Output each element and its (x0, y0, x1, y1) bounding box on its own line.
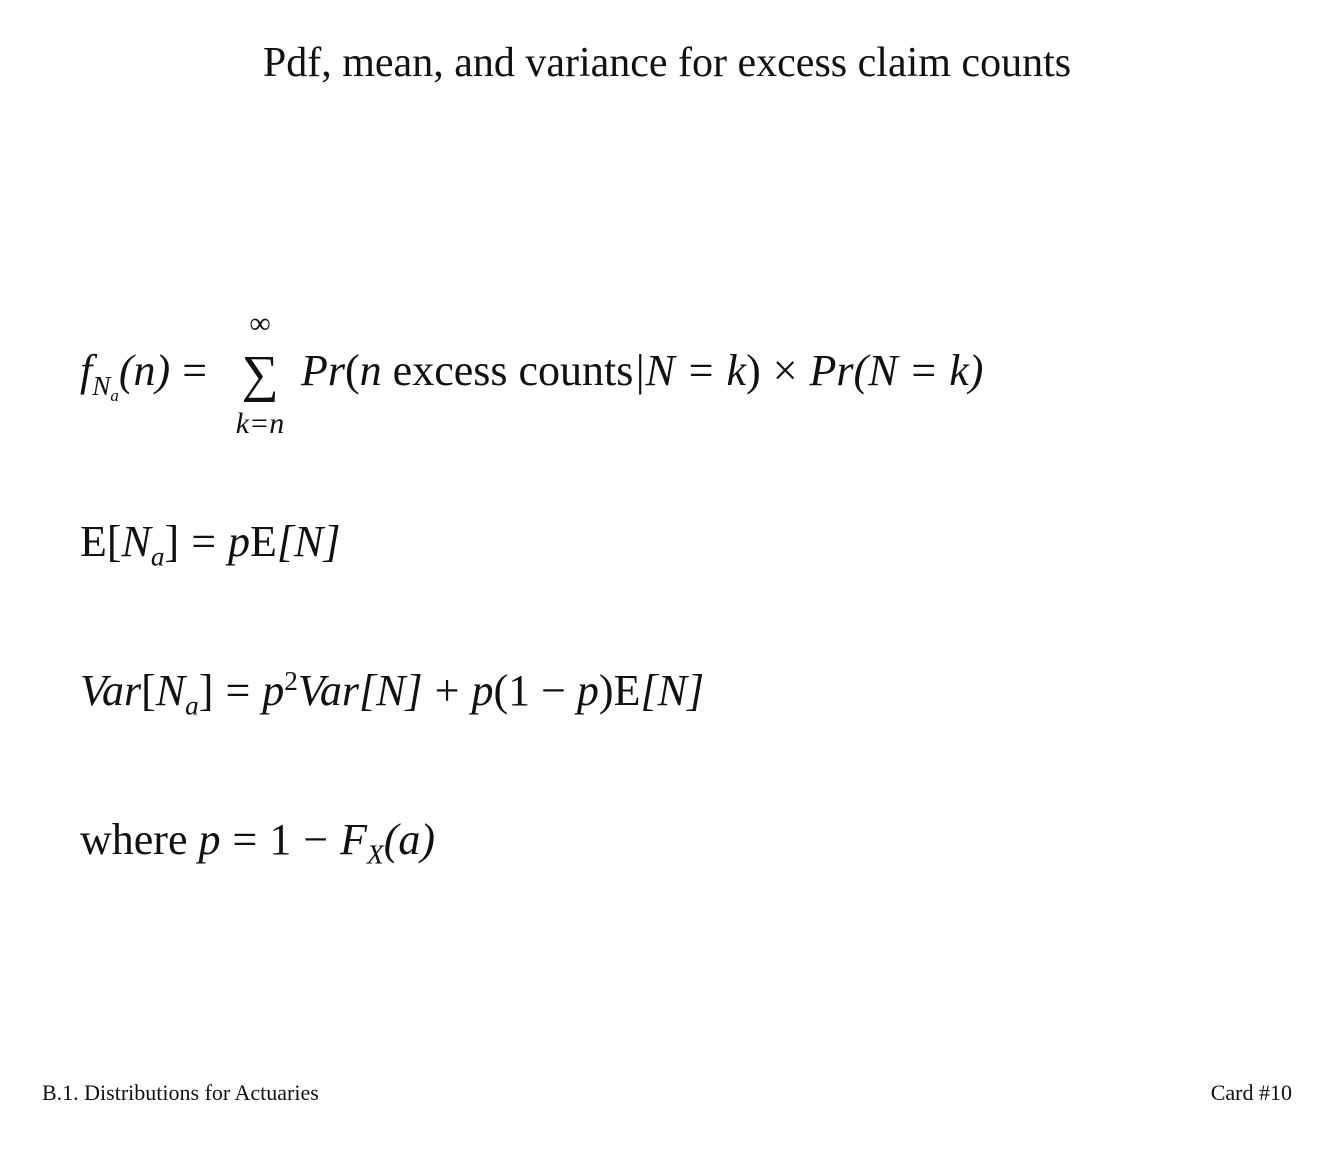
var-a-subscript: a (185, 690, 199, 721)
variance-formula (80, 663, 704, 719)
var-plus: + (434, 666, 460, 715)
var-square: 2 (284, 666, 298, 696)
pdf-argument: (n) (118, 346, 171, 395)
pdf-times: × (772, 346, 798, 395)
var-close: ) (598, 666, 614, 715)
mean-formula (80, 514, 341, 570)
summation (225, 306, 295, 440)
footer-section-label: B.1. Distributions for Actuaries (42, 1080, 319, 1105)
mean-E2: E (250, 517, 277, 566)
mean-E: E (80, 517, 107, 566)
var-E: E (613, 666, 641, 715)
var-N: N (155, 666, 186, 715)
card-title: Pdf, mean, and variance for excess claim counts (262, 40, 1072, 86)
pdf-text: excess counts (381, 346, 634, 395)
where-word: where (80, 815, 188, 864)
sigma-symbol: ∑ (241, 345, 279, 403)
mean-rhs: [N] (276, 517, 341, 566)
var-equals: = (225, 666, 251, 715)
where-X-subscript: X (367, 839, 384, 870)
var-p3: p (576, 666, 599, 715)
pdf-formula (80, 306, 984, 440)
pdf-pr-2: Pr (809, 346, 854, 395)
pdf-pr-2-arg: (N = k) (853, 346, 984, 395)
mean-equals: = (191, 517, 217, 566)
mean-a-subscript: a (150, 541, 165, 572)
mean-lbracket: [ (106, 517, 122, 566)
where-arg: (a) (383, 815, 436, 864)
where-minus: − (303, 815, 329, 864)
var-lbracket: [ (141, 666, 156, 715)
pdf-equals: = (182, 346, 208, 395)
var-rbracket: ] (198, 666, 214, 715)
var-N2: [N] (359, 666, 423, 715)
var-N3: [N] (640, 666, 705, 715)
sum-lower-limit: k=n (235, 406, 285, 440)
var-open: (1 − (493, 666, 577, 715)
var-Var2: Var (297, 666, 360, 715)
where-p: p (198, 815, 221, 864)
pdf-pr-1: Pr (301, 346, 346, 395)
var-p2: p (471, 666, 494, 715)
pdf-condition: |N = k (633, 346, 747, 395)
var-Var: Var (80, 666, 142, 715)
where-one: 1 (269, 815, 292, 864)
pdf-N-subscript: N (92, 370, 111, 401)
where-F: F (340, 815, 368, 864)
var-p: p (262, 666, 285, 715)
footer-card-number: Card #10 (1210, 1080, 1292, 1105)
sum-upper-limit: ∞ (249, 306, 271, 340)
where-equals: = (232, 815, 258, 864)
pdf-open-paren: ( (345, 346, 360, 395)
mean-N: N (121, 517, 151, 566)
mean-rbracket: ] (164, 517, 180, 566)
where-formula (80, 812, 435, 868)
pdf-n: n (359, 346, 382, 395)
mean-p: p (228, 517, 251, 566)
pdf-close-paren: ) (746, 346, 761, 395)
pdf-f-symbol: f (80, 346, 93, 395)
pdf-a-subscript: a (110, 385, 119, 405)
